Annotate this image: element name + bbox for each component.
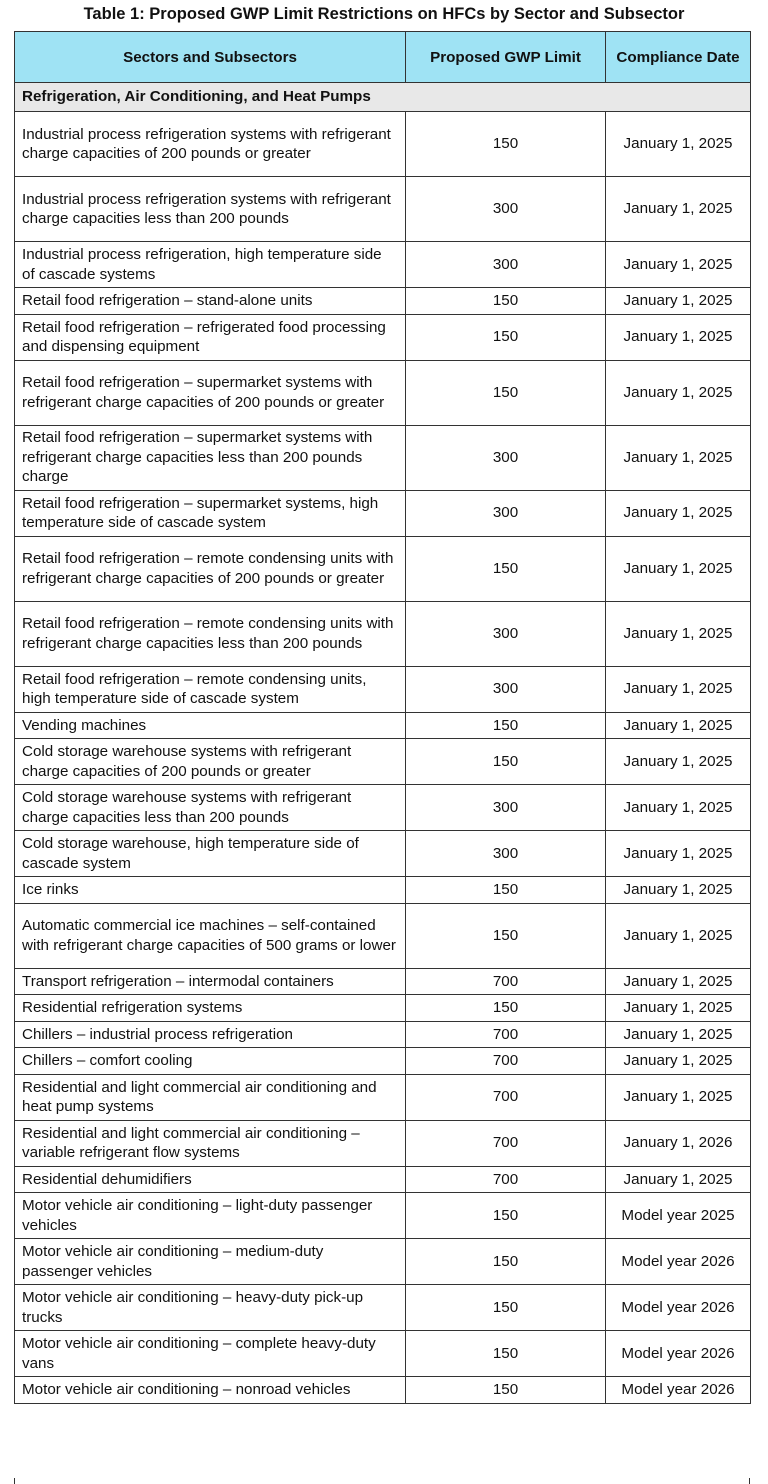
gwp-limit-cell: 700	[406, 1166, 606, 1193]
table-row	[15, 1331, 751, 1377]
compliance-date-cell: January 1, 2025	[606, 877, 751, 904]
compliance-date-cell: January 1, 2025	[606, 112, 751, 177]
gwp-limit-cell: 150	[406, 739, 606, 785]
gwp-limit-cell: 700	[406, 1048, 606, 1075]
compliance-date-cell: January 1, 2025	[606, 425, 751, 490]
table-row	[15, 1074, 751, 1120]
table-row	[15, 968, 751, 995]
sector-group-label: Refrigeration, Air Conditioning, and Heat Pumps	[15, 83, 751, 112]
sector-group-row	[15, 83, 751, 112]
sector-cell: Cold storage warehouse systems with refrigerant charge capacities less than 200 pounds	[15, 785, 406, 831]
sector-cell: Motor vehicle air conditioning – light-duty passenger vehicles	[15, 1193, 406, 1239]
compliance-date-cell: January 1, 2025	[606, 712, 751, 739]
gwp-limit-cell: 150	[406, 288, 606, 315]
sector-cell: Residential dehumidifiers	[15, 1166, 406, 1193]
gwp-limit-cell: 300	[406, 785, 606, 831]
sector-cell: Cold storage warehouse, high temperature side of cascade system	[15, 831, 406, 877]
sector-cell: Retail food refrigeration – supermarket systems with refrigerant charge capacities of 200 pounds or greater	[15, 360, 406, 425]
table-row	[15, 739, 751, 785]
compliance-date-cell: January 1, 2025	[606, 288, 751, 315]
gwp-limit-cell: 150	[406, 1285, 606, 1331]
sector-cell: Ice rinks	[15, 877, 406, 904]
sector-cell: Residential and light commercial air conditioning and heat pump systems	[15, 1074, 406, 1120]
sector-cell: Motor vehicle air conditioning – complete heavy-duty vans	[15, 1331, 406, 1377]
table-row	[15, 536, 751, 601]
table-row	[15, 601, 751, 666]
sector-cell: Retail food refrigeration – remote condensing units, high temperature side of cascade system	[15, 666, 406, 712]
gwp-limit-cell: 150	[406, 1377, 606, 1404]
sector-cell: Retail food refrigeration – supermarket systems, high temperature side of cascade system	[15, 490, 406, 536]
sector-cell: Retail food refrigeration – stand-alone units	[15, 288, 406, 315]
table-row	[15, 785, 751, 831]
compliance-date-cell: January 1, 2025	[606, 831, 751, 877]
gwp-limit-cell: 150	[406, 995, 606, 1022]
compliance-date-cell: January 1, 2025	[606, 601, 751, 666]
sector-cell: Vending machines	[15, 712, 406, 739]
compliance-date-cell: Model year 2026	[606, 1331, 751, 1377]
table-row	[15, 666, 751, 712]
sector-cell: Retail food refrigeration – remote condensing units with refrigerant charge capacities less than 200 pounds	[15, 601, 406, 666]
sector-cell: Industrial process refrigeration, high temperature side of cascade systems	[15, 242, 406, 288]
column-header-date: Compliance Date	[606, 32, 751, 83]
table-row	[15, 242, 751, 288]
sector-cell: Transport refrigeration – intermodal containers	[15, 968, 406, 995]
compliance-date-cell: Model year 2026	[606, 1239, 751, 1285]
sector-cell: Motor vehicle air conditioning – heavy-duty pick-up trucks	[15, 1285, 406, 1331]
compliance-date-cell: January 1, 2025	[606, 1074, 751, 1120]
table-row	[15, 903, 751, 968]
table-row	[15, 1021, 751, 1048]
table-row	[15, 1120, 751, 1166]
sector-cell: Chillers – comfort cooling	[15, 1048, 406, 1075]
compliance-date-cell: January 1, 2025	[606, 1166, 751, 1193]
compliance-date-cell: January 1, 2025	[606, 785, 751, 831]
compliance-date-cell: Model year 2026	[606, 1377, 751, 1404]
table-row	[15, 712, 751, 739]
compliance-date-cell: January 1, 2025	[606, 1048, 751, 1075]
sector-cell: Residential refrigeration systems	[15, 995, 406, 1022]
gwp-limit-table	[14, 31, 751, 1404]
sector-cell: Cold storage warehouse systems with refrigerant charge capacities of 200 pounds or greater	[15, 739, 406, 785]
table-row	[15, 1377, 751, 1404]
sector-cell: Residential and light commercial air conditioning – variable refrigerant flow systems	[15, 1120, 406, 1166]
compliance-date-cell: January 1, 2025	[606, 903, 751, 968]
table-row	[15, 831, 751, 877]
sector-cell: Motor vehicle air conditioning – medium-duty passenger vehicles	[15, 1239, 406, 1285]
sector-cell: Chillers – industrial process refrigeration	[15, 1021, 406, 1048]
compliance-date-cell: January 1, 2025	[606, 1021, 751, 1048]
gwp-limit-cell: 150	[406, 903, 606, 968]
table-title: Table 1: Proposed GWP Limit Restrictions on HFCs by Sector and Subsector	[83, 5, 685, 23]
gwp-limit-cell: 150	[406, 1193, 606, 1239]
compliance-date-cell: Model year 2026	[606, 1285, 751, 1331]
compliance-date-cell: January 1, 2025	[606, 968, 751, 995]
sector-cell: Retail food refrigeration – supermarket systems with refrigerant charge capacities less than 200 pounds charge	[15, 425, 406, 490]
compliance-date-cell: January 1, 2025	[606, 666, 751, 712]
compliance-date-cell: January 1, 2025	[606, 314, 751, 360]
table-row	[15, 1048, 751, 1075]
table-row	[15, 877, 751, 904]
table-row	[15, 995, 751, 1022]
column-header-limit: Proposed GWP Limit	[406, 32, 606, 83]
gwp-limit-cell: 700	[406, 968, 606, 995]
gwp-limit-cell: 150	[406, 877, 606, 904]
sector-cell: Automatic commercial ice machines – self-contained with refrigerant charge capacities of 500 grams or lower	[15, 903, 406, 968]
table-row	[15, 360, 751, 425]
gwp-limit-cell: 300	[406, 601, 606, 666]
gwp-limit-cell: 150	[406, 1239, 606, 1285]
table-row	[15, 490, 751, 536]
table-row	[15, 112, 751, 177]
gwp-limit-cell: 300	[406, 490, 606, 536]
compliance-date-cell: January 1, 2025	[606, 536, 751, 601]
gwp-limit-cell: 300	[406, 425, 606, 490]
gwp-limit-cell: 150	[406, 536, 606, 601]
compliance-date-cell: January 1, 2025	[606, 739, 751, 785]
compliance-date-cell: January 1, 2025	[606, 177, 751, 242]
gwp-limit-cell: 300	[406, 666, 606, 712]
header-row	[15, 32, 751, 83]
gwp-limit-cell: 150	[406, 712, 606, 739]
table-row	[15, 1239, 751, 1285]
sector-cell: Industrial process refrigeration systems with refrigerant charge capacities less than 200 pounds	[15, 177, 406, 242]
gwp-limit-cell: 150	[406, 112, 606, 177]
table-row	[15, 177, 751, 242]
compliance-date-cell: January 1, 2025	[606, 242, 751, 288]
compliance-date-cell: January 1, 2026	[606, 1120, 751, 1166]
sector-cell: Industrial process refrigeration systems with refrigerant charge capacities of 200 pounds or greater	[15, 112, 406, 177]
table-continuation	[14, 1478, 750, 1484]
table-row	[15, 1285, 751, 1331]
sector-cell: Retail food refrigeration – remote condensing units with refrigerant charge capacities of 200 pounds or greater	[15, 536, 406, 601]
table-body	[15, 83, 751, 1404]
column-header-sector: Sectors and Subsectors	[15, 32, 406, 83]
gwp-limit-cell: 300	[406, 177, 606, 242]
gwp-limit-cell: 700	[406, 1120, 606, 1166]
gwp-limit-cell: 700	[406, 1021, 606, 1048]
compliance-date-cell: January 1, 2025	[606, 360, 751, 425]
gwp-limit-cell: 150	[406, 1331, 606, 1377]
sector-cell: Retail food refrigeration – refrigerated food processing and dispensing equipment	[15, 314, 406, 360]
gwp-limit-cell: 700	[406, 1074, 606, 1120]
compliance-date-cell: Model year 2025	[606, 1193, 751, 1239]
compliance-date-cell: January 1, 2025	[606, 490, 751, 536]
table-row	[15, 288, 751, 315]
gwp-limit-cell: 300	[406, 242, 606, 288]
table-row	[15, 425, 751, 490]
sector-cell: Motor vehicle air conditioning – nonroad vehicles	[15, 1377, 406, 1404]
gwp-limit-cell: 150	[406, 314, 606, 360]
gwp-limit-cell: 150	[406, 360, 606, 425]
gwp-limit-cell: 300	[406, 831, 606, 877]
table-row	[15, 1193, 751, 1239]
compliance-date-cell: January 1, 2025	[606, 995, 751, 1022]
table-row	[15, 1166, 751, 1193]
table-row	[15, 314, 751, 360]
